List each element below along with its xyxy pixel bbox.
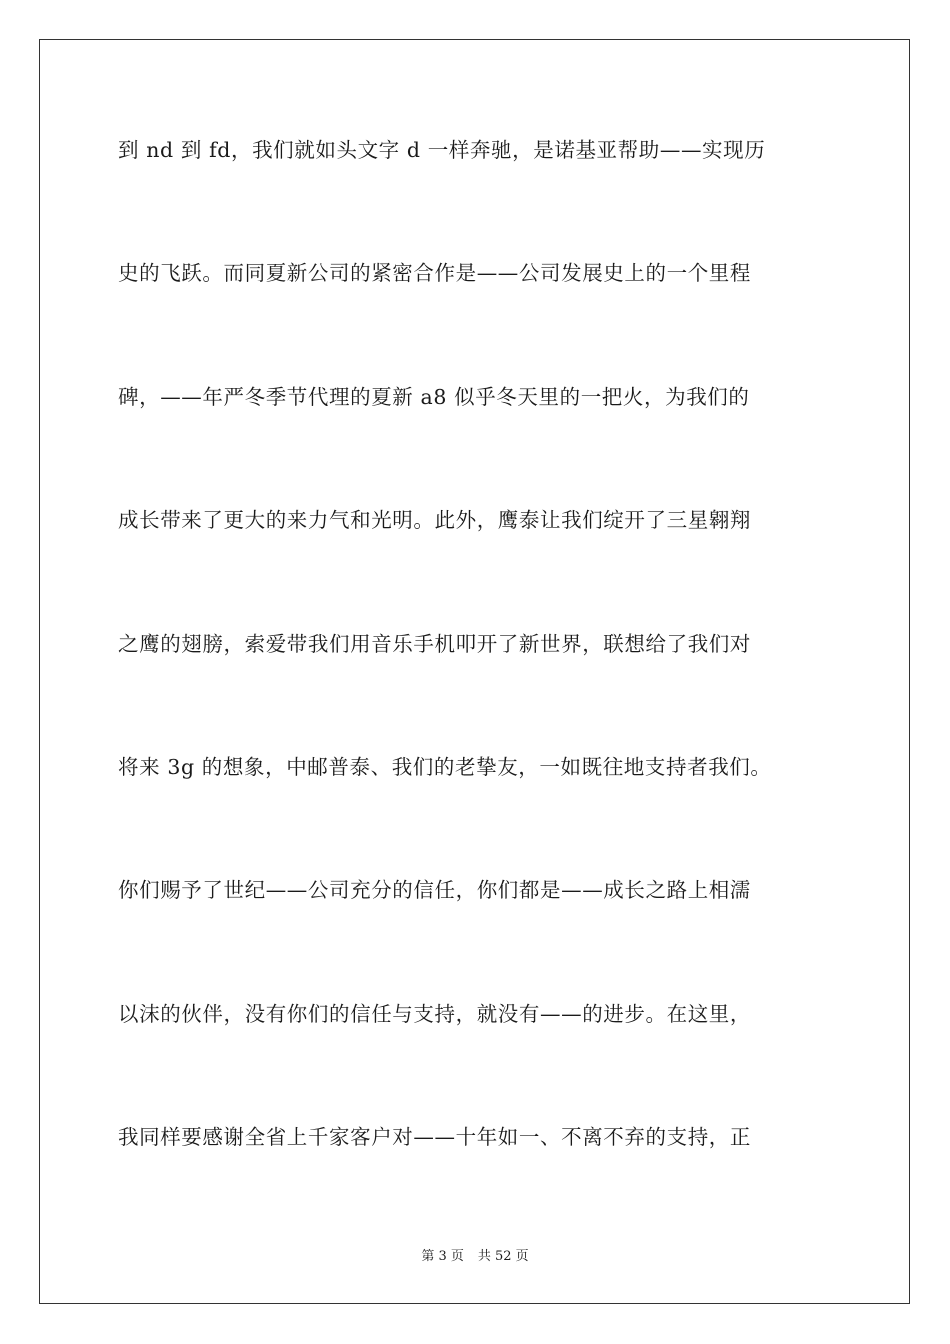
text-line: 碑，——年严冬季节代理的夏新 a8 似乎冬天里的一把火，为我们的 [118,384,750,409]
total-pages: 共 52 页 [477,1249,529,1264]
text-line: 我同样要感谢全省上千家客户对——十年如一、不离不弃的支持，正 [118,1125,751,1150]
text-line: 成长带来了更大的来力气和光明。此外，鹰泰让我们绽开了三星翱翔 [118,508,751,533]
text-line: 到 nd 到 fd，我们就如头文字 d 一样奔驰，是诺基亚帮助——实现历 [118,138,766,162]
text-line: 之鹰的翅膀，索爱带我们用音乐手机叩开了新世界，联想给了我们对 [118,631,751,656]
text-line: 将来 3g 的想象，中邮普泰、我们的老挚友，一如既往地支持者我们。 [118,754,772,779]
current-page-number: 第 3 页 [421,1249,464,1264]
text-line: 以沫的伙伴，没有你们的信任与支持，就没有——的进步。在这里， [118,1001,751,1026]
text-line: 你们赐予了世纪——公司充分的信任，你们都是——成长之路上相濡 [118,878,751,903]
text-line: 史的飞跃。而同夏新公司的紧密合作是——公司发展史上的一个里程 [118,261,751,286]
page-footer [0,1247,950,1267]
document-body [118,128,838,1239]
